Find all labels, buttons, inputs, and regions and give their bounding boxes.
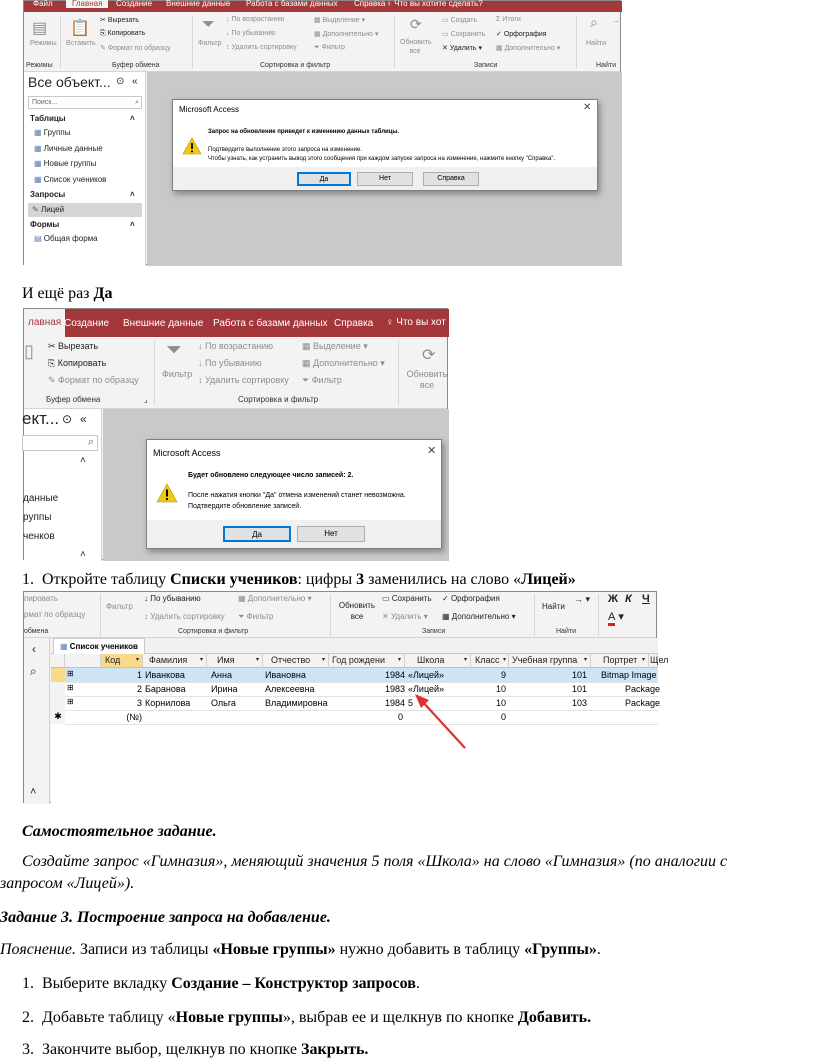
copy-button[interactable]: пировать	[24, 594, 58, 603]
new-row-selector[interactable]: ✱	[51, 710, 65, 724]
separator	[534, 594, 535, 636]
sort-desc-icon: ↓	[226, 30, 232, 37]
toggle-filter-button[interactable]: ⏷ Фильтр	[238, 612, 274, 621]
separator	[192, 16, 193, 68]
delete-record-button[interactable]: ✕ Удалить ▾	[442, 45, 483, 52]
expand-header	[65, 654, 101, 668]
dropdown-icon: ▾	[583, 657, 587, 663]
yes-button[interactable]: Да	[297, 172, 351, 186]
dialog-title: Microsoft Access	[179, 105, 240, 114]
paste-icon: ▯	[24, 341, 34, 361]
cell-birth-year[interactable]: 1983	[384, 684, 405, 694]
copy-button[interactable]: ⎘ Копировать	[48, 358, 107, 368]
ribbon	[24, 337, 447, 409]
row-selector[interactable]	[51, 668, 65, 682]
tab-file[interactable]: Файл	[33, 0, 53, 8]
filter-button[interactable]: Фильтр	[162, 369, 193, 379]
ribbon	[24, 592, 656, 638]
close-icon[interactable]: ✕	[583, 102, 592, 113]
nav-title[interactable]: Все объект...	[28, 74, 111, 90]
separator	[100, 594, 101, 636]
brush-icon: ✎	[100, 45, 108, 52]
dialog-message-line2: Чтобы узнать, как устранить вывод этого сообщения при каждом запуске запроса на изменение, нажмите кнопку "Справка".	[208, 156, 556, 162]
font-color-button[interactable]: А ▾	[608, 610, 624, 623]
tell-me-box[interactable]: ♀ Что вы хотите сделать?	[386, 0, 483, 8]
cell-study-group[interactable]: 101	[571, 684, 587, 694]
dropdown-icon: ▾	[641, 657, 645, 663]
lightbulb-icon: ♀	[386, 0, 395, 8]
nav-item-general-form[interactable]: ▤ Общая форма	[34, 234, 98, 243]
paragraph-explanation: Пояснение. Записи из таблицы «Новые группы» нужно добавить в таблицу «Группы».	[0, 941, 601, 958]
row-divider	[65, 724, 658, 725]
cut-button[interactable]: ✂ Вырезать	[100, 17, 139, 24]
remove-sort-icon: ↕	[144, 612, 151, 621]
table-icon: ▦	[34, 175, 44, 184]
tab-external-data[interactable]: Внешние данные	[123, 318, 204, 329]
dialog-message-bold: Будет обновлено следующее число записей: 2.	[188, 472, 354, 479]
row-selector[interactable]	[51, 682, 65, 696]
chevron-up-icon[interactable]: ˄	[30, 786, 37, 798]
chevron-up-icon: ˄	[130, 190, 135, 199]
no-button[interactable]: Нет	[297, 526, 365, 542]
format-painter-button[interactable]: рмат по образцу	[24, 610, 86, 619]
cell-name[interactable]: Ольга	[211, 698, 236, 708]
tab-database-tools[interactable]: Работа с базами данных	[246, 0, 338, 8]
warning-icon	[183, 138, 201, 154]
group-label-clipboard: обмена	[24, 628, 49, 635]
refresh-all-button[interactable]: Обновить все	[400, 39, 432, 55]
sort-descending-button[interactable]: ↓ По убыванию	[198, 358, 262, 368]
nav-item-personal-data[interactable]: данные	[23, 493, 59, 504]
chevron-up-icon[interactable]: ˄	[80, 455, 86, 466]
dropdown-icon: ▾	[135, 657, 139, 663]
datasheet-area	[51, 638, 669, 804]
cell-birth-year[interactable]: 1984	[384, 698, 405, 708]
remove-sort-button[interactable]: ↕ Удалить сортировку	[226, 44, 297, 51]
nav-section-queries[interactable]: Запросы ˄	[30, 190, 135, 199]
more-records-button[interactable]: ▦ Дополнительно ▾	[442, 612, 516, 621]
table-icon: ▦	[34, 128, 44, 137]
separator	[330, 594, 331, 636]
row-selector-header	[51, 654, 65, 668]
nav-collapse-icon[interactable]: «	[80, 412, 87, 426]
toggle-filter-button[interactable]: ⏷ Фильтр	[302, 375, 342, 385]
no-button[interactable]: Нет	[357, 172, 413, 186]
group-label-sort-filter: Сортировка и фильтр	[260, 62, 331, 69]
cut-button[interactable]: ✂ Вырезать	[48, 341, 99, 351]
expand-row-icon[interactable]: ⊞	[67, 683, 74, 692]
selection-button[interactable]: ▦ Выделение ▾	[302, 341, 368, 351]
delete-icon: ✕	[442, 45, 450, 52]
chevron-up-icon: ˄	[130, 220, 135, 229]
italic-button[interactable]: К	[625, 593, 632, 605]
nav-menu-icon[interactable]: ⊙	[62, 412, 73, 426]
advanced-icon: ▦	[238, 594, 248, 603]
dialog-message-line1: Подтвердите выполнение этого запроса на изменение.	[208, 147, 362, 153]
advanced-filter-button[interactable]: ▦ Дополнительно ▾	[238, 594, 312, 603]
search-icon[interactable]: ⌕	[30, 664, 37, 678]
dropdown-icon: ▾	[397, 657, 401, 663]
table-icon: ▦	[34, 144, 44, 153]
remove-sort-button[interactable]: ↕ Удалить сортировку	[144, 612, 225, 621]
table-icon: ▦	[34, 159, 44, 168]
red-annotation-arrow	[411, 692, 471, 752]
sigma-icon: Σ	[496, 16, 503, 23]
cell-patronymic[interactable]: Алексеевна	[265, 684, 315, 694]
remove-sort-icon: ↕	[226, 44, 232, 51]
chevron-up-icon[interactable]: ˄	[80, 549, 86, 560]
filter-button[interactable]: Фильтр	[198, 40, 222, 47]
table-tab[interactable]	[51, 638, 658, 654]
group-label-clipboard: Буфер обмена	[46, 395, 101, 404]
cell-surname[interactable]: Иванкова	[145, 670, 185, 680]
find-button[interactable]: Найти	[542, 602, 565, 611]
separator	[60, 16, 61, 68]
column-header-portrait[interactable]: Портрет ▾	[591, 654, 649, 668]
dropdown-icon: ▾	[199, 657, 203, 663]
column-header-birth-year[interactable]: Год рождени ▾	[329, 654, 405, 668]
nav-section-forms[interactable]: Формы ˄	[30, 220, 135, 229]
totals-button[interactable]: Σ Итоги	[496, 16, 521, 23]
scissors-icon: ✂	[48, 341, 59, 351]
selection-icon: ▦	[302, 341, 314, 351]
nav-section-tables[interactable]: Таблицы ˄	[30, 114, 135, 123]
new-record-button[interactable]: ▭ Создать	[442, 17, 478, 24]
row-divider	[65, 710, 658, 711]
refresh-icon: ⟳	[410, 16, 422, 32]
sort-desc-icon: ↓	[144, 594, 151, 603]
cell-portrait[interactable]: Package	[625, 698, 661, 708]
more-records-button[interactable]: ▦ Дополнительно ▾	[496, 45, 561, 52]
warning-icon	[157, 484, 177, 502]
column-header-class[interactable]: Класс ▾	[471, 654, 509, 668]
tab-external-data[interactable]: Внешние данные	[166, 0, 231, 8]
table-tab-label[interactable]: ▦ Список учеников	[53, 638, 145, 654]
format-painter-button[interactable]: ✎ Формат по образцу	[48, 375, 139, 385]
search-icon: ⌕	[87, 436, 94, 448]
column-header-patronymic[interactable]: Отчество ▾	[263, 654, 329, 668]
find-icon: ⌕	[590, 14, 598, 30]
separator	[154, 341, 155, 405]
cell-school[interactable]: «Лицей»	[408, 670, 445, 680]
column-header-study-group[interactable]: Учебная группа ▾	[509, 654, 591, 668]
update-warning-dialog	[172, 99, 598, 191]
update-query-icon: ✎	[32, 205, 41, 214]
tab-help[interactable]: Справка	[334, 318, 374, 329]
spelling-button[interactable]: ✓ Орфография	[496, 31, 547, 38]
check-icon: ✓	[496, 31, 504, 38]
sort-desc-icon: ↓	[198, 358, 206, 368]
help-button[interactable]: Справка	[423, 172, 479, 186]
ribbon	[24, 12, 620, 72]
lightbulb-icon: ♀	[386, 317, 397, 328]
spelling-button[interactable]: ✓ Орфография	[442, 594, 500, 603]
advanced-icon: ▦	[302, 358, 314, 368]
funnel-icon: ⏷	[202, 16, 215, 33]
search-icon: ⌕	[135, 99, 139, 106]
cell-school[interactable]: «Лицей»	[408, 684, 445, 694]
dropdown-icon: ▾	[321, 657, 325, 663]
dialog-message-bold: Запрос на обновление приведет к изменению данных таблицы.	[208, 129, 400, 135]
selection-button[interactable]: ▦ Выделение ▾	[314, 17, 366, 24]
separator	[398, 341, 399, 405]
toggle-filter-button[interactable]: ⏷ Фильтр	[314, 44, 346, 51]
nav-item-student-list[interactable]: ▦ Список учеников	[34, 175, 107, 184]
screenshot-update-query-warning	[23, 0, 621, 265]
clipboard-launcher-icon[interactable]: ⌟	[144, 395, 148, 404]
cell-surname[interactable]: Баранова	[145, 684, 186, 694]
more-icon: ▦	[442, 612, 452, 621]
column-header-school[interactable]: Школа ▾	[405, 654, 471, 668]
dropdown-icon: ▾	[463, 657, 467, 663]
cell-class[interactable]: 10	[495, 684, 506, 694]
heading-independent-task: Самостоятельное задание.	[22, 823, 217, 840]
advanced-icon: ▦	[314, 31, 323, 38]
navigation-pane	[24, 72, 146, 266]
cell-class-new[interactable]: 0	[500, 712, 506, 722]
tab-create[interactable]: Создание	[116, 0, 153, 8]
selection-icon: ▦	[314, 17, 323, 24]
paragraph-again-yes: И ещё раз Да	[22, 285, 113, 302]
expand-nav-icon[interactable]: ‹	[32, 642, 36, 656]
sort-asc-icon: ↓	[226, 16, 232, 23]
sort-ascending-button[interactable]: ↓ По возрастанию	[226, 16, 285, 23]
copy-icon: ⎘	[100, 30, 108, 37]
nav-collapse-icon[interactable]: «	[132, 76, 138, 87]
nav-item-student-list[interactable]: ченков	[23, 531, 55, 542]
copy-button[interactable]: ⎘ Копировать	[100, 30, 146, 37]
new-icon: ▭	[442, 17, 451, 24]
navigation-pane-collapsed	[24, 638, 50, 804]
nav-item-new-groups[interactable]: руппы	[23, 512, 52, 523]
cell-birth-year-new[interactable]: 0	[397, 712, 403, 722]
nav-search-input[interactable]: Поиск... ⌕	[28, 96, 142, 109]
chevron-up-icon: ˄	[130, 114, 135, 123]
paste-icon: 📋	[70, 20, 90, 37]
group-label-clipboard: Буфер обмена	[112, 62, 160, 69]
paragraph-task-line1: Создайте запрос «Гимназия», меняющий значения 5 поля «Школа» на слово «Гимназия» (по аналогии с	[22, 853, 728, 870]
tell-me-box[interactable]: ♀ Что вы хот	[386, 317, 446, 328]
separator	[394, 16, 395, 68]
cell-study-group[interactable]: 103	[571, 698, 587, 708]
tab-home[interactable]: лавная	[24, 309, 65, 337]
close-icon[interactable]: ✕	[427, 445, 437, 457]
expand-row-icon[interactable]: ⊞	[67, 697, 74, 706]
expand-row-icon[interactable]: ⊞	[67, 669, 74, 678]
tab-help[interactable]: Справка	[354, 0, 386, 8]
refresh-icon: ⟳	[422, 347, 436, 364]
nav-menu-icon[interactable]: ⊙	[116, 76, 125, 87]
row-divider	[65, 682, 658, 683]
dropdown-icon: ▾	[255, 657, 259, 663]
yes-button[interactable]: Да	[223, 526, 291, 542]
nav-title[interactable]: ект...	[22, 409, 60, 428]
group-label-sort-filter: Сортировка и фильтр	[238, 395, 319, 404]
dropdown-icon: ▾	[502, 657, 506, 663]
refresh-all-button[interactable]: Обновить все	[406, 369, 448, 390]
cell-class[interactable]: 9	[500, 670, 506, 680]
dialog-footer	[147, 520, 441, 548]
funnel-icon: ⏷	[166, 339, 182, 361]
delete-record-button[interactable]: ✕ Удалить ▾	[382, 612, 428, 621]
records-count-dialog	[146, 439, 442, 549]
group-label-records: Записи	[474, 62, 498, 69]
scissors-icon: ✂	[100, 17, 108, 24]
replace-icon[interactable]: → ▾	[574, 594, 591, 604]
nav-item-new-groups[interactable]: ▦ Новые группы	[34, 159, 97, 168]
screenshot-records-update-count	[23, 308, 448, 560]
row-divider	[65, 696, 658, 697]
screenshot-student-list-table	[23, 591, 669, 803]
cell-class[interactable]: 10	[495, 698, 506, 708]
separator	[598, 594, 599, 636]
more-icon: ▦	[496, 45, 505, 52]
underline-button[interactable]: Ч	[642, 593, 650, 605]
cell-study-group[interactable]: 101	[571, 670, 587, 680]
modes-button[interactable]: Режимы	[30, 40, 57, 47]
brush-icon: ✎	[48, 375, 59, 385]
copy-icon: ⎘	[48, 358, 58, 368]
cell-code[interactable]: 3	[136, 698, 142, 708]
cell-code-new[interactable]: (№)	[126, 712, 142, 722]
cell-portrait[interactable]: Bitmap Image	[601, 670, 657, 680]
paragraph-open-table: 1. Откройте таблицу Списки учеников: цифры 3 заменились на слово «Лицей»	[22, 571, 576, 588]
cell-patronymic[interactable]: Владимировна	[265, 698, 328, 708]
save-record-button[interactable]: ▭ Сохранить	[382, 594, 432, 603]
nav-item-groups[interactable]: ▦ Группы	[34, 128, 71, 137]
paste-button[interactable]: Вставить	[66, 40, 96, 47]
dialog-message-line1: После нажатия кнопки "Да" отмена изменений станет невозможна.	[188, 492, 406, 499]
find-button[interactable]: Найти	[586, 40, 606, 47]
refresh-all-button[interactable]: Обновить все	[338, 601, 376, 621]
column-header-surname[interactable]: Фамилия ▾	[143, 654, 207, 668]
cell-patronymic[interactable]: Ивановна	[265, 670, 306, 680]
tab-create[interactable]: Создание	[64, 318, 110, 329]
dialog-message-line2: Подтвердите обновление записей.	[188, 503, 302, 510]
remove-sort-icon: ↕	[198, 375, 206, 385]
nav-item-personal-data[interactable]: ▦ Личные данные	[34, 144, 103, 153]
heading-task-3: Задание 3. Построение запроса на добавление.	[0, 909, 331, 926]
bold-button[interactable]: Ж	[608, 593, 618, 605]
group-label-records: Записи	[422, 628, 446, 635]
column-header-extra[interactable]: Щел	[649, 654, 658, 668]
dialog-title: Microsoft Access	[153, 448, 221, 458]
nav-search-input[interactable]	[22, 435, 98, 451]
group-label-modes: Режимы	[26, 62, 53, 69]
separator	[576, 16, 577, 68]
row-selector[interactable]	[51, 696, 65, 710]
format-painter-button[interactable]: ✎ Формат по образцу	[100, 45, 171, 52]
cell-portrait[interactable]: Package	[625, 684, 661, 694]
paragraph-task-line2: запросом «Лицей»).	[0, 875, 135, 892]
cell-code[interactable]: 1	[136, 670, 142, 680]
filter-small-icon: ⏷	[302, 375, 312, 385]
list-item: 2. Добавьте таблицу «Новые группы», выбрав ее и щелкнув по кнопке Добавить.	[22, 1009, 592, 1026]
sort-asc-icon: ↓	[198, 341, 206, 351]
view-icon: ▤	[32, 20, 48, 37]
list-item: 1. Выберите вкладку Создание – Конструктор запросов.	[22, 975, 420, 992]
form-icon: ▤	[34, 234, 44, 243]
remove-sort-button[interactable]: ↕ Удалить сортировку	[198, 375, 289, 385]
cell-name[interactable]: Анна	[211, 670, 232, 680]
filter-small-icon: ⏷	[238, 612, 247, 621]
list-item: 3. Закончите выбор, щелкнув по кнопке Закрыть.	[22, 1041, 369, 1058]
filter-small-icon: ⏷	[314, 44, 322, 51]
replace-icon: →	[612, 16, 620, 25]
nav-item-lyceum-query[interactable]: ✎ Лицей	[28, 203, 142, 217]
tab-database-tools[interactable]: Работа с базами данных	[213, 318, 328, 329]
table-icon: ▦	[60, 642, 70, 651]
delete-icon: ✕	[382, 612, 391, 621]
filter-button[interactable]: Фильтр	[106, 602, 133, 611]
check-icon: ✓	[442, 594, 451, 603]
save-icon: ▭	[382, 594, 392, 603]
group-label-find: Найти	[596, 62, 616, 69]
group-label-find: Найти	[556, 628, 576, 635]
tab-home[interactable]: Главная	[66, 0, 108, 8]
sort-ascending-button[interactable]: ↓ По возрастанию	[198, 341, 273, 351]
cell-code[interactable]: 2	[136, 684, 142, 694]
cell-birth-year[interactable]: 1984	[384, 670, 405, 680]
group-label-sort-filter: Сортировка и фильтр	[178, 628, 249, 635]
cell-surname[interactable]: Корнилова	[145, 698, 191, 708]
column-header-code[interactable]: Код ▾	[101, 654, 143, 668]
cell-school[interactable]: 5	[408, 698, 414, 708]
navigation-pane	[24, 409, 102, 561]
save-record-button[interactable]: ▭ Сохранить	[442, 31, 486, 38]
advanced-filter-button[interactable]: ▦ Дополнительно ▾	[314, 31, 379, 38]
sort-descending-button[interactable]: ↓ По убыванию	[226, 30, 276, 37]
column-header-name[interactable]: Имя ▾	[207, 654, 263, 668]
cell-name[interactable]: Ирина	[211, 684, 238, 694]
save-icon: ▭	[442, 31, 451, 38]
advanced-filter-button[interactable]: ▦ Дополнительно ▾	[302, 358, 385, 368]
sort-descending-button[interactable]: ↓ По убыванию	[144, 594, 201, 603]
